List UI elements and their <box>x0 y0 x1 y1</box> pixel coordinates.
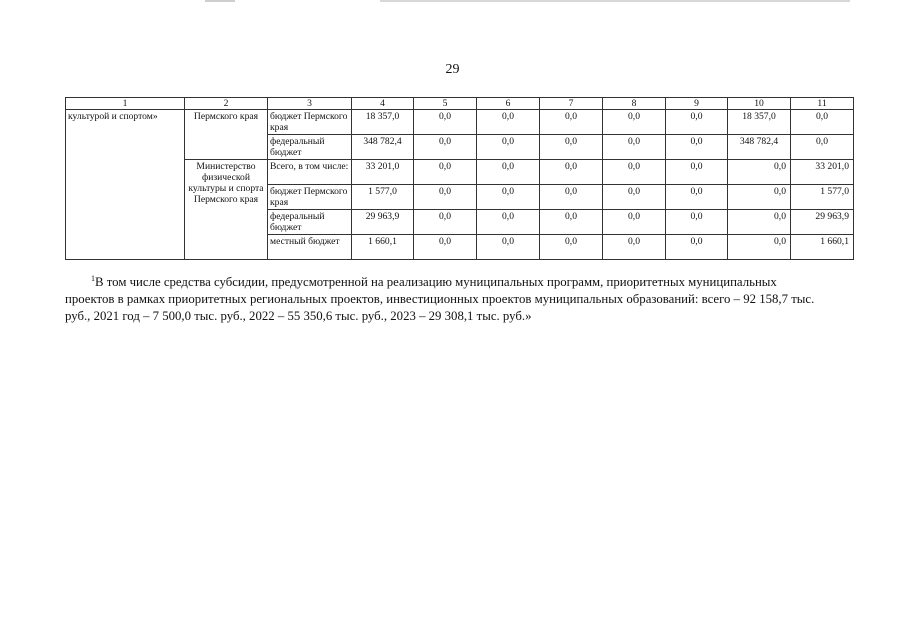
value-cell: 0,0 <box>477 185 540 210</box>
column-header: 3 <box>268 98 352 110</box>
value-cell: 1 660,1 <box>352 235 414 260</box>
value-cell: 0,0 <box>540 185 603 210</box>
footnote-line: руб., 2021 год – 7 500,0 тыс. руб., 2022 – 55 350,6 тыс. руб., 2023 – 29 308,1 тыс. руб.» <box>65 309 532 323</box>
value-cell: 0,0 <box>666 135 728 160</box>
value-cell: 18 357,0 <box>352 110 414 135</box>
scan-artifact <box>205 0 235 2</box>
value-cell: 0,0 <box>666 185 728 210</box>
table-row <box>66 110 854 135</box>
value-cell: 1 660,1 <box>791 235 854 260</box>
program-name-cell: культурой и спортом» <box>66 110 185 260</box>
value-cell: 0,0 <box>603 135 666 160</box>
value-cell: 0,0 <box>477 135 540 160</box>
value-cell: 0,0 <box>540 235 603 260</box>
value-cell: 0,0 <box>477 235 540 260</box>
value-cell: 0,0 <box>603 235 666 260</box>
value-cell: 0,0 <box>414 210 477 235</box>
value-cell: 0,0 <box>477 210 540 235</box>
value-cell: 0,0 <box>666 210 728 235</box>
column-header: 5 <box>414 98 477 110</box>
value-cell: 0,0 <box>666 235 728 260</box>
value-cell: 0,0 <box>540 210 603 235</box>
scan-artifact <box>380 0 850 2</box>
value-cell: 348 782,4 <box>352 135 414 160</box>
value-cell: 1 577,0 <box>352 185 414 210</box>
executor-cell: Пермского края <box>185 110 268 160</box>
value-cell: 0,0 <box>540 135 603 160</box>
value-cell: 0,0 <box>666 160 728 185</box>
funding-source-cell: федеральный бюджет <box>268 210 352 235</box>
footnote-line <box>65 270 853 291</box>
page-number: 29 <box>445 62 460 77</box>
value-cell: 0,0 <box>603 210 666 235</box>
funding-source-cell: местный бюджет <box>268 235 352 260</box>
funding-source-cell: бюджет Пермского края <box>268 110 352 135</box>
value-cell: 0,0 <box>477 110 540 135</box>
value-cell: 0,0 <box>540 110 603 135</box>
column-header: 7 <box>540 98 603 110</box>
column-header: 2 <box>185 98 268 110</box>
value-cell: 0,0 <box>728 210 791 235</box>
value-cell: 0,0 <box>414 160 477 185</box>
value-cell: 33 201,0 <box>791 160 854 185</box>
executor-cell: Министерство физической культуры и спорта Пермского края <box>185 160 268 260</box>
value-cell: 0,0 <box>791 110 854 135</box>
column-header: 9 <box>666 98 728 110</box>
column-header: 11 <box>791 98 854 110</box>
column-header: 8 <box>603 98 666 110</box>
funding-source-cell: федеральный бюджет <box>268 135 352 160</box>
table-row <box>66 160 854 185</box>
value-cell: 0,0 <box>603 185 666 210</box>
value-cell: 0,0 <box>728 185 791 210</box>
value-cell: 0,0 <box>603 110 666 135</box>
footnote-marker: 1 <box>91 274 95 283</box>
value-cell: 29 963,9 <box>791 210 854 235</box>
column-header: 6 <box>477 98 540 110</box>
funding-source-cell: бюджет Пермского края <box>268 185 352 210</box>
column-header: 4 <box>352 98 414 110</box>
value-cell: 0,0 <box>666 110 728 135</box>
value-cell: 0,0 <box>728 235 791 260</box>
value-cell: 0,0 <box>728 160 791 185</box>
footnote <box>65 270 853 325</box>
value-cell: 1 577,0 <box>791 185 854 210</box>
value-cell: 29 963,9 <box>352 210 414 235</box>
footnote-line: проектов в рамках приоритетных региональных проектов, инвестиционных проектов муниципальных образований: всего – 92 158,7 тыс. <box>65 292 815 306</box>
footnote-text: В том числе средства субсидии, предусмотренной на реализацию муниципальных программ, приоритетных муниципальных <box>95 275 777 289</box>
budget-table <box>65 97 854 260</box>
value-cell: 0,0 <box>414 235 477 260</box>
column-header: 1 <box>66 98 185 110</box>
value-cell: 0,0 <box>414 135 477 160</box>
value-cell: 0,0 <box>603 160 666 185</box>
value-cell: 0,0 <box>414 110 477 135</box>
value-cell: 33 201,0 <box>352 160 414 185</box>
column-header: 10 <box>728 98 791 110</box>
value-cell: 18 357,0 <box>728 110 791 135</box>
funding-source-cell: Всего, в том числе: <box>268 160 352 185</box>
value-cell: 0,0 <box>791 135 854 160</box>
value-cell: 0,0 <box>540 160 603 185</box>
value-cell: 0,0 <box>477 160 540 185</box>
value-cell: 348 782,4 <box>728 135 791 160</box>
value-cell: 0,0 <box>414 185 477 210</box>
header-row <box>66 98 854 110</box>
